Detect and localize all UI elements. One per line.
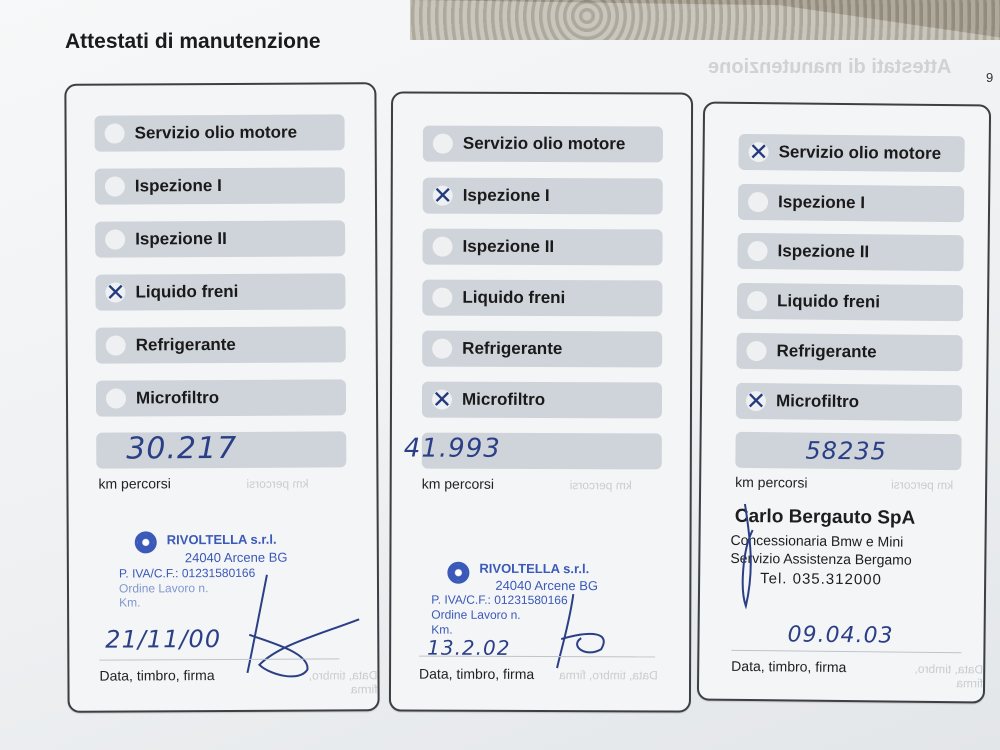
- checkbox-label: Ispezione II: [135, 228, 227, 249]
- handwritten-date: 21/11/00: [105, 625, 222, 654]
- handwritten-signature: [730, 500, 781, 611]
- stamp-address: 24040 Arcene BG: [495, 577, 599, 594]
- checkbox-label: Ispezione II: [777, 241, 870, 262]
- checkbox-circle-icon[interactable]: [106, 336, 126, 356]
- checkbox-row[interactable]: [95, 167, 345, 204]
- checkbox-circle-icon[interactable]: [105, 230, 125, 250]
- bleed-through-text: Data, timbro, firma: [308, 668, 378, 697]
- km-label: km percorsi: [421, 475, 495, 492]
- gravel-background: [410, 0, 1000, 40]
- checkbox-circle-icon[interactable]: ✕: [432, 181, 453, 210]
- checkbox-row[interactable]: [736, 383, 962, 421]
- checkbox-label: Servizio olio motore: [462, 133, 626, 154]
- checkbox-label: Microfiltro: [775, 391, 860, 412]
- signature-line: [731, 650, 961, 653]
- checkbox-row[interactable]: [422, 280, 662, 317]
- stamp-km: Km.: [431, 622, 453, 637]
- checkbox-circle-icon[interactable]: [747, 241, 767, 261]
- checkbox-row[interactable]: [422, 382, 662, 419]
- checkbox-circle-icon[interactable]: ✕: [745, 386, 767, 416]
- checkbox-label: Refrigerante: [776, 341, 877, 362]
- checkbox-row[interactable]: [423, 126, 663, 163]
- km-handwritten-value: 41.993: [403, 433, 501, 464]
- stamp-logo-icon: [135, 531, 157, 553]
- checkbox-circle-icon[interactable]: [748, 192, 768, 212]
- bleed-through-text: Data, timbro, firma: [559, 668, 658, 683]
- stamp-company: RIVOLTELLA s.r.l.: [166, 531, 277, 548]
- checkbox-row[interactable]: [95, 273, 345, 310]
- checkbox-circle-icon[interactable]: ✕: [748, 137, 769, 167]
- page-title: Attestati di manutenzione: [65, 30, 321, 53]
- checkbox-circle-icon[interactable]: [746, 341, 766, 361]
- page-number: 9: [986, 70, 994, 85]
- stamp-order: Ordine Lavoro n.: [431, 607, 521, 622]
- checkbox-row[interactable]: [96, 326, 346, 363]
- checkbox-row[interactable]: [96, 379, 346, 416]
- checkbox-row[interactable]: [423, 178, 663, 215]
- stamp-phone: Tel. 035.312000: [760, 570, 882, 589]
- date-stamp-signature-label: Data, timbro, firma: [731, 657, 847, 676]
- date-stamp-signature-label: Data, timbro, firma: [419, 665, 535, 682]
- checkbox-row[interactable]: [422, 229, 662, 266]
- bleed-through-title: Attestati di manutenzione: [708, 56, 952, 78]
- checkbox-circle-icon[interactable]: ✕: [105, 278, 126, 307]
- stamp-company: Carlo Bergauto SpA: [734, 505, 916, 529]
- handwritten-date: 13.2.02: [427, 635, 511, 660]
- checkbox-circle-icon[interactable]: [106, 389, 126, 409]
- stamp-company: RIVOLTELLA s.r.l.: [479, 560, 590, 577]
- handwritten-signature: [541, 594, 651, 674]
- stamp-vat: P. IVA/C.F.: 01231580166: [431, 592, 568, 608]
- checkbox-circle-icon[interactable]: ✕: [431, 385, 453, 414]
- checkbox-label: Servizio olio motore: [778, 142, 942, 164]
- km-label: km percorsi: [735, 473, 808, 491]
- km-handwritten-value: 30.217: [126, 430, 238, 467]
- service-record-card-3: [697, 102, 991, 704]
- bleed-through-text: Data, timbro, firma: [914, 661, 984, 691]
- service-record-card-1: [64, 82, 379, 713]
- checkbox-row[interactable]: [95, 220, 345, 257]
- stamp-vat: P. IVA/C.F.: 01231580166: [118, 565, 256, 581]
- bleed-through-text: km percorsi: [246, 476, 309, 491]
- km-label: km percorsi: [98, 475, 171, 492]
- checkbox-label: Ispezione I: [134, 175, 222, 196]
- date-stamp-signature-label: Data, timbro, firma: [99, 667, 215, 684]
- checkbox-label: Microfiltro: [135, 388, 220, 408]
- stamp-line-dealer: Concessionaria Bmw e Mini: [730, 531, 904, 550]
- checkbox-label: Ispezione I: [462, 185, 550, 206]
- checkbox-circle-icon[interactable]: [433, 237, 453, 257]
- stamp-order: Ordine Lavoro n.: [118, 581, 209, 596]
- checkbox-row[interactable]: [738, 134, 964, 172]
- checkbox-label: Liquido freni: [462, 287, 566, 308]
- bleed-through-text: km percorsi: [891, 477, 954, 493]
- checkbox-circle-icon[interactable]: [433, 134, 453, 154]
- service-record-card-2: [389, 91, 693, 712]
- stamp-line-service: Servizio Assistenza Bergamo: [730, 549, 912, 568]
- checkbox-label: Refrigerante: [462, 338, 563, 359]
- checkbox-circle-icon[interactable]: [432, 339, 452, 359]
- checkbox-row[interactable]: [736, 333, 962, 371]
- checkbox-row[interactable]: [737, 233, 963, 271]
- stamp-km: Km.: [119, 595, 141, 610]
- bleed-through-text: km percorsi: [569, 478, 632, 493]
- checkbox-circle-icon[interactable]: [432, 288, 452, 308]
- checkbox-row[interactable]: [95, 114, 345, 151]
- checkbox-label: Servizio olio motore: [134, 122, 298, 143]
- stamp-logo-icon: [447, 562, 469, 584]
- checkbox-label: Liquido freni: [776, 291, 881, 312]
- checkbox-circle-icon[interactable]: [105, 177, 125, 197]
- checkbox-row[interactable]: [738, 184, 964, 222]
- checkbox-row[interactable]: [737, 283, 963, 321]
- stamp-address: 24040 Arcene BG: [184, 549, 288, 566]
- checkbox-row[interactable]: [422, 331, 662, 368]
- km-handwritten-value: 58235: [805, 436, 887, 466]
- checkbox-label: Refrigerante: [135, 334, 236, 355]
- checkbox-label: Microfiltro: [461, 389, 546, 410]
- handwritten-date: 09.04.03: [787, 622, 894, 649]
- checkbox-label: Ispezione II: [462, 236, 555, 257]
- checkbox-label: Ispezione I: [777, 192, 866, 213]
- checkbox-circle-icon[interactable]: [747, 291, 767, 311]
- checkbox-label: Liquido freni: [135, 281, 239, 302]
- checkbox-circle-icon[interactable]: [105, 124, 125, 144]
